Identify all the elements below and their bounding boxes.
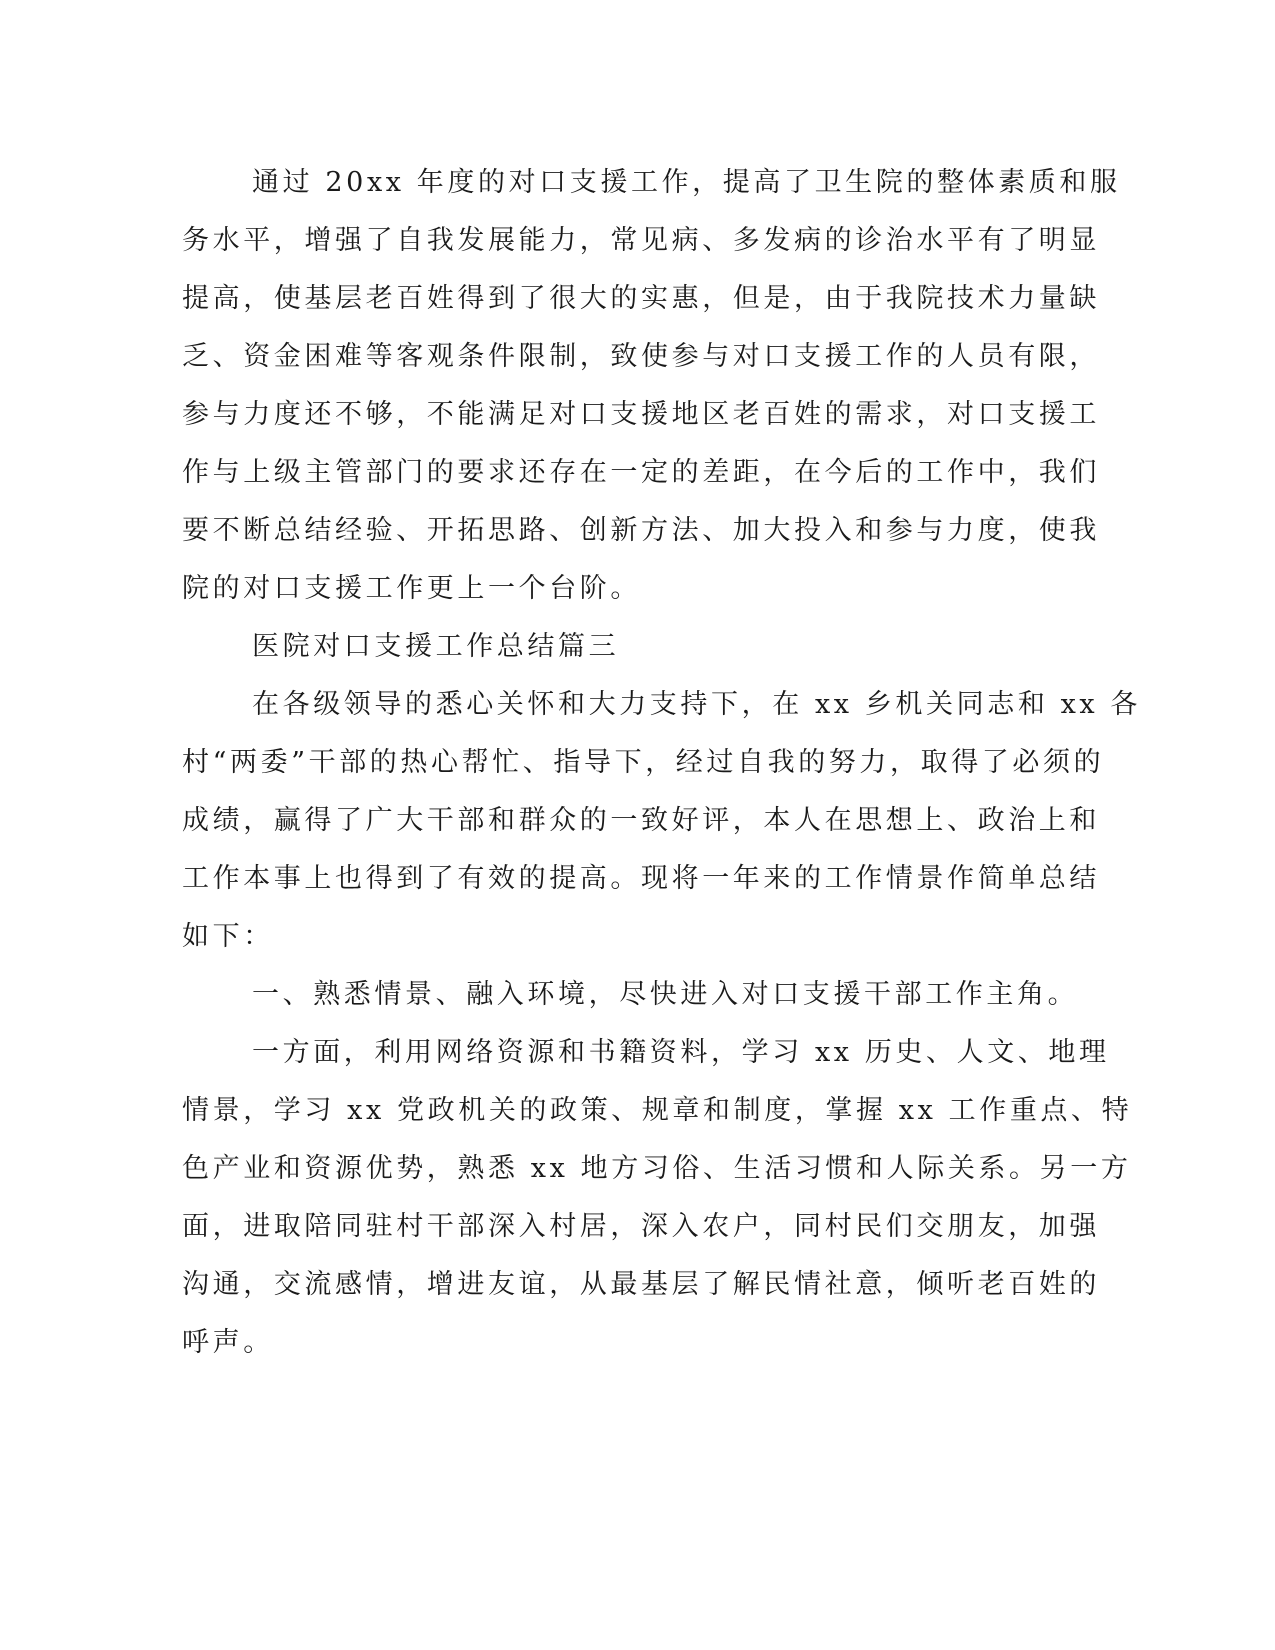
text-line: 务水平，增强了自我发展能力，常见病、多发病的诊治水平有了明显 bbox=[182, 225, 1100, 256]
text-line: 院的对口支援工作更上一个台阶。 bbox=[182, 573, 641, 604]
text-line: 一、熟悉情景、融入环境，尽快进入对口支援干部工作主角。 bbox=[252, 979, 1079, 1010]
text-line: 沟通，交流感情，增进友谊，从最基层了解民情社意，倾听老百姓的 bbox=[182, 1269, 1100, 1300]
text-line: 成绩，赢得了广大干部和群众的一致好评，本人在思想上、政治上和 bbox=[182, 805, 1100, 836]
text-line: 要不断总结经验、开拓思路、创新方法、加大投入和参与力度，使我 bbox=[182, 515, 1100, 546]
text-line: 如下： bbox=[182, 921, 274, 952]
text-line: 呼声。 bbox=[182, 1327, 274, 1358]
text-line: 作与上级主管部门的要求还存在一定的差距，在今后的工作中，我们 bbox=[182, 457, 1100, 488]
text-line: 通过 20xx 年度的对口支援工作，提高了卫生院的整体素质和服 bbox=[252, 167, 1121, 198]
text-line: 在各级领导的悉心关怀和大力支持下，在 xx 乡机关同志和 xx 各 bbox=[252, 689, 1142, 720]
text-line: 乏、资金困难等客观条件限制，致使参与对口支援工作的人员有限， bbox=[182, 341, 1100, 372]
text-line: 工作本事上也得到了有效的提高。现将一年来的工作情景作简单总结 bbox=[182, 863, 1100, 894]
text-line: 参与力度还不够，不能满足对口支援地区老百姓的需求，对口支援工 bbox=[182, 399, 1100, 430]
text-line: 村“两委”干部的热心帮忙、指导下，经过自我的努力，取得了必须的 bbox=[182, 747, 1105, 778]
text-line: 一方面，利用网络资源和书籍资料，学习 xx 历史、人文、地理 bbox=[252, 1037, 1110, 1068]
text-line: 情景，学习 xx 党政机关的政策、规章和制度，掌握 xx 工作重点、特 bbox=[182, 1095, 1133, 1126]
text-line: 色产业和资源优势，熟悉 xx 地方习俗、生活习惯和人际关系。另一方 bbox=[182, 1153, 1132, 1184]
section-heading: 医院对口支援工作总结篇三 bbox=[252, 631, 620, 662]
text-line: 面，进取陪同驻村干部深入村居，深入农户，同村民们交朋友，加强 bbox=[182, 1211, 1100, 1242]
text-line: 提高，使基层老百姓得到了很大的实惠，但是，由于我院技术力量缺 bbox=[182, 283, 1100, 314]
